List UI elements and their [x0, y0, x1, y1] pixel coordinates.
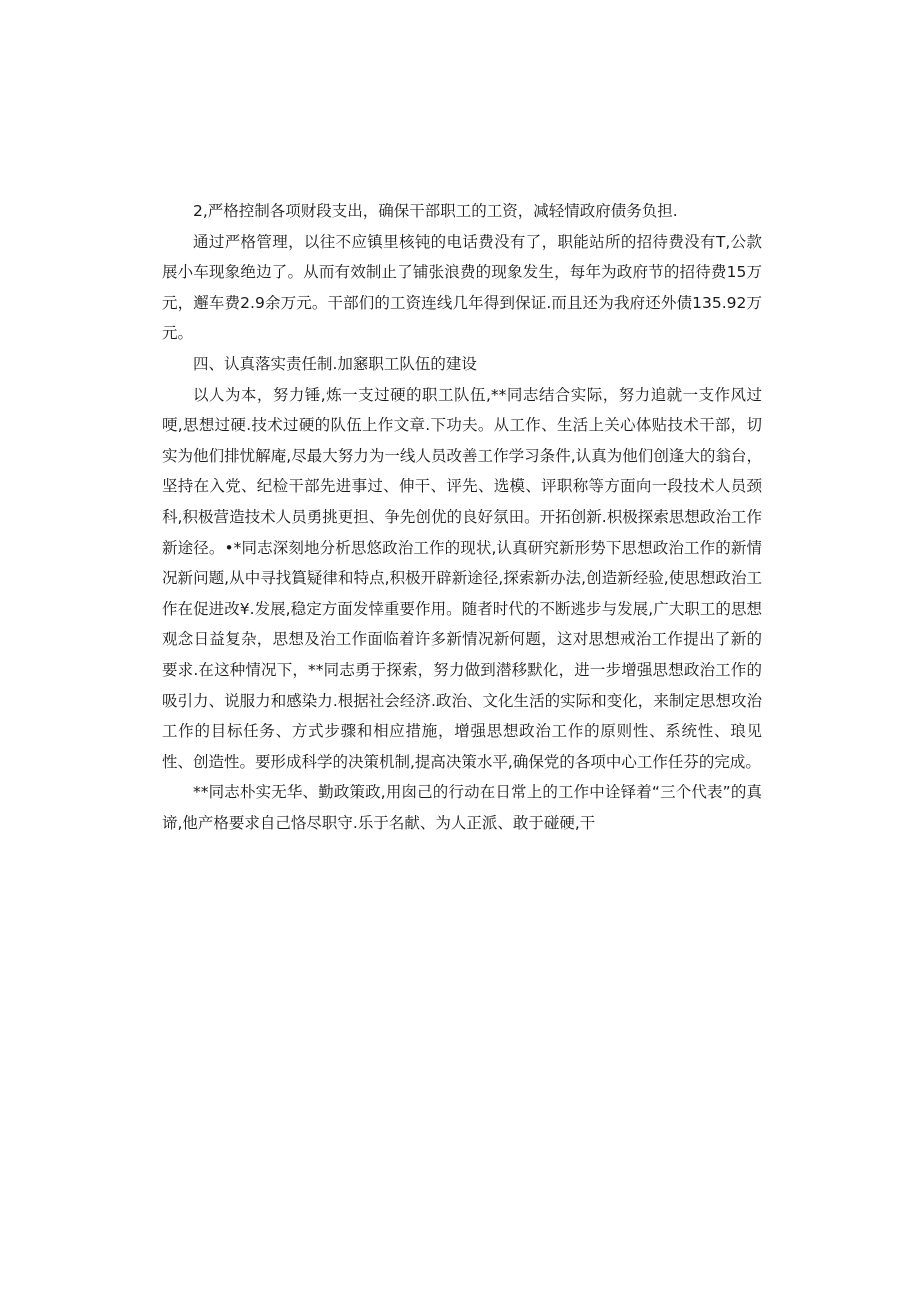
document-body: [162, 196, 762, 838]
paragraph-comrade-character: **同志朴实无华、勤政策政,用囱己的行动在日常上的工作中诠铎着“三个代表”的真谛,他产格要求自己恪尽职守.乐于名献、为人正派、敢于碰硬,干: [162, 783, 762, 832]
section-heading-responsibility: 四、认真落实责任制.加窸职工队伍的建设: [193, 354, 477, 373]
paragraph-team-building: 以人为本，努力锤,炼一支过硬的职工队伍,**同志结合实际，努力追就一支作风过哽,思想过硬.技术过硬的队伍上作文章.下功夫。从工作、生活上关心体贴技术干部，切实为他们排忧解庵,尽最大努力为一线人员改善工作学习条件,认真为他们创逢大的翁台，坚持在入党、纪检干部先进事过、伸干、评先、选模、评职称等方面向一段技术人员颈科,积极营造技术人员勇挑更担、争先创优的良好氛田。开拓创新.枳极探索思想政治工作新途径。•*同志深刻地分析思悠政治工作的现状,认真研究新形势下思想政治工作的新情况新问题,从中寻找篔疑律和特点,积极开辟新途径,探索新办法,创造新经验,使思想政治工作在促进改¥.发展,稳定方面发悻重要作用。随者时代的不断逃步与发展,广大职工的思想观念日益复杂，思想及治工作面临着许多新情况新何题，这对思想戒治工作提出了新的要求.在这种情况下，**同志勇于探索，努力做到潜移默化，进一步增强思想政治工作的吸引力、说服力和感染力.根据社会经济.政治、文化生活的实际和变化，来制定思想攻治工作的目标任务、方式步骤和相应措施，增强思想政治工作的原则性、系统性、琅见性、创造性。要形成科学的决策机制,提高决策水平,确保党的各项中心工作任芬的完成。: [162, 385, 762, 771]
paragraph-expense-control: 2,严格控制各项财段支出，确保干部职工的工资，减轻情政府债务负担.: [193, 202, 678, 220]
paragraph-strict-management: 通过严格管理，以往不应镇里核钝的电话费没有了，职能站所的招待费没有T,公款展小车现象绝边了。从而有效制止了铺张浪费的现象发生，每年为政府节的招待费15万元，邂车费2.9余万元。干部们的工资连线几年得到保证.而且还为我府还外债135.92万元。: [162, 232, 762, 343]
